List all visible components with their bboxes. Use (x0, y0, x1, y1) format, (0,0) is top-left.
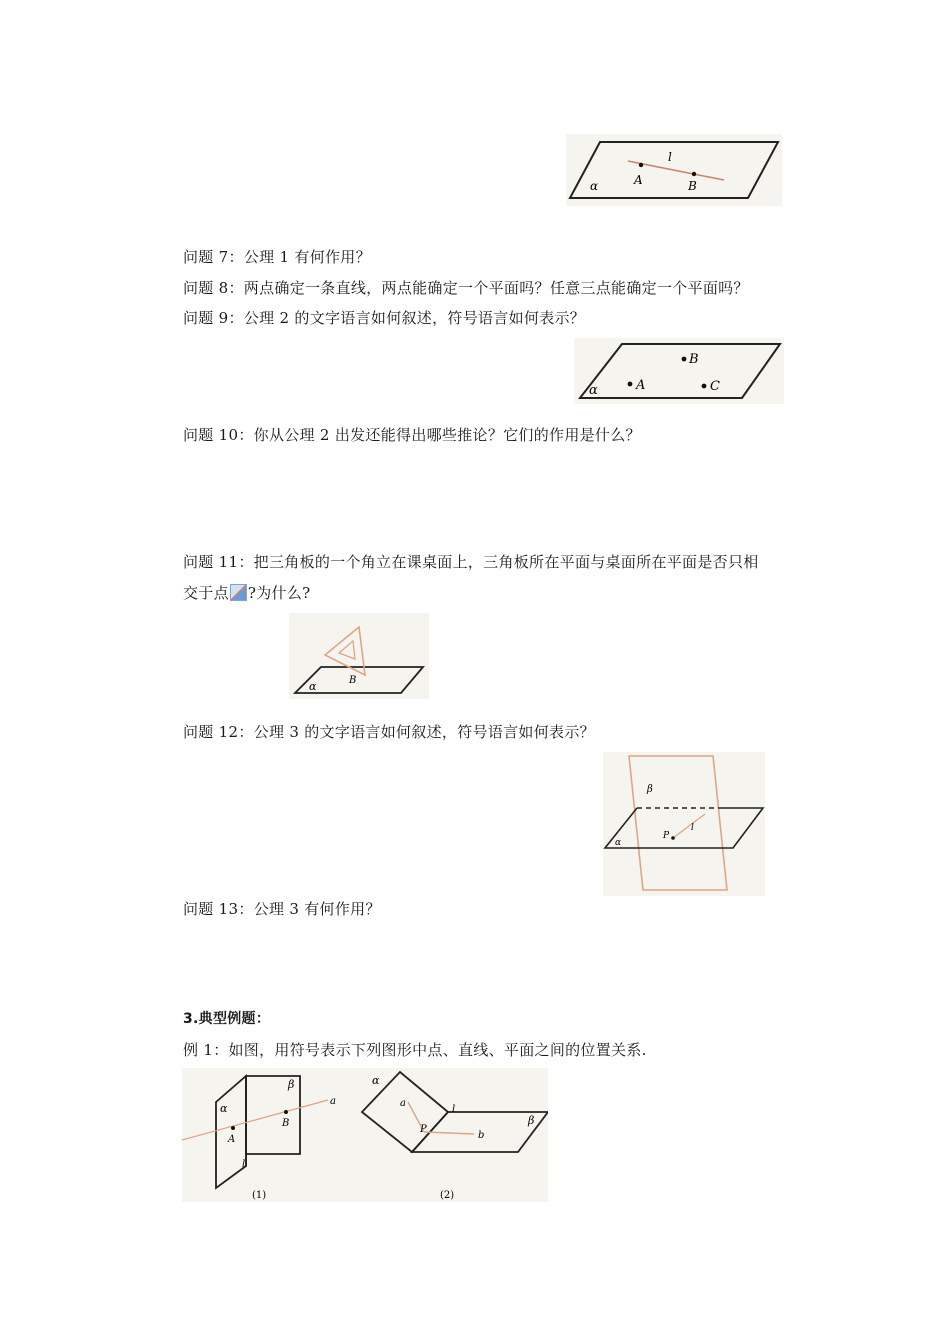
question-7: 问题 7：公理 1 有何作用？ (183, 248, 371, 266)
point-a-dot (628, 382, 633, 387)
line-l-label: l (242, 1159, 246, 1170)
triangle-ruler-inner (339, 641, 355, 659)
question-9: 问题 9：公理 2 的文字语言如何叙述，符号语言如何表示？ (183, 309, 586, 327)
formula-image-icon (230, 584, 247, 601)
line-l-label: l (668, 150, 672, 164)
line-l-label: l (452, 1104, 456, 1115)
figure-caption: (2) (440, 1190, 455, 1201)
point-b-label: B (689, 352, 699, 367)
line-a-label: a (330, 1096, 336, 1107)
beta-label: β (647, 784, 653, 795)
question-12: 问题 12：公理 3 的文字语言如何叙述，符号语言如何表示？ (183, 723, 595, 741)
alpha-label: α (220, 1102, 228, 1115)
figure-plane-line (566, 134, 782, 206)
question-11-line2 (183, 582, 311, 603)
point-b-label: B (282, 1118, 290, 1129)
question-11-line1: 问题 11：把三角板的一个角立在课桌面上，三角板所在平面与桌面所在平面是否只相 (183, 553, 759, 571)
beta-label: β (528, 1114, 535, 1127)
point-a-dot (231, 1126, 235, 1130)
point-a-label: A (636, 378, 646, 393)
figure-triangle-on-plane (289, 613, 429, 699)
alpha-label: α (615, 838, 622, 848)
line-b (424, 1132, 474, 1134)
line-a-label: a (400, 1098, 406, 1109)
point-c-dot (702, 384, 707, 389)
point-p-dot (671, 836, 675, 840)
point-b-dot (284, 1110, 288, 1114)
alpha-label: α (309, 680, 317, 693)
point-a-label: A (634, 173, 643, 187)
figure-plane-three-points (574, 338, 784, 404)
plane-beta-outline (629, 756, 727, 890)
alpha-label: α (590, 179, 599, 193)
line-l (673, 814, 705, 838)
figure-example-1 (182, 1068, 352, 1202)
point-a-dot (639, 163, 643, 167)
point-p-label: P (663, 831, 670, 841)
alpha-label: α (589, 383, 598, 398)
point-b-dot (682, 357, 687, 362)
plane-alpha-outline (216, 1076, 246, 1188)
question-8: 问题 8：两点确定一条直线，两点能确定一个平面吗？任意三点能确定一个平面吗？ (183, 279, 749, 297)
line-l-label: l (691, 823, 694, 833)
section-heading: 3.典型例题： (183, 1011, 271, 1027)
beta-label: β (288, 1078, 295, 1091)
point-a-label: A (228, 1134, 236, 1145)
line-b-label: b (478, 1130, 485, 1141)
point-b-label: B (349, 675, 357, 686)
point-p-label: P (420, 1124, 427, 1135)
plane-alpha-outline (580, 344, 780, 398)
plane-alpha-outline (605, 808, 763, 848)
question-11-pre: 交于点 (183, 584, 229, 602)
question-10: 问题 10：你从公理 2 出发还能得出哪些推论？它们的作用是什么？ (183, 426, 641, 444)
point-b-dot (692, 172, 696, 176)
figure-example-2 (352, 1068, 548, 1202)
question-11-post: ?为什么? (247, 584, 311, 602)
example-1-text: 例 1：如图，用符号表示下列图形中点、直线、平面之间的位置关系. (183, 1041, 647, 1059)
figure-intersecting-planes (603, 752, 765, 896)
line-a (182, 1100, 328, 1140)
figure-caption: (1) (252, 1190, 267, 1201)
question-13: 问题 13：公理 3 有何作用？ (183, 900, 381, 918)
point-b-label: B (688, 179, 697, 193)
alpha-label: α (372, 1074, 380, 1087)
point-c-label: C (710, 379, 720, 394)
